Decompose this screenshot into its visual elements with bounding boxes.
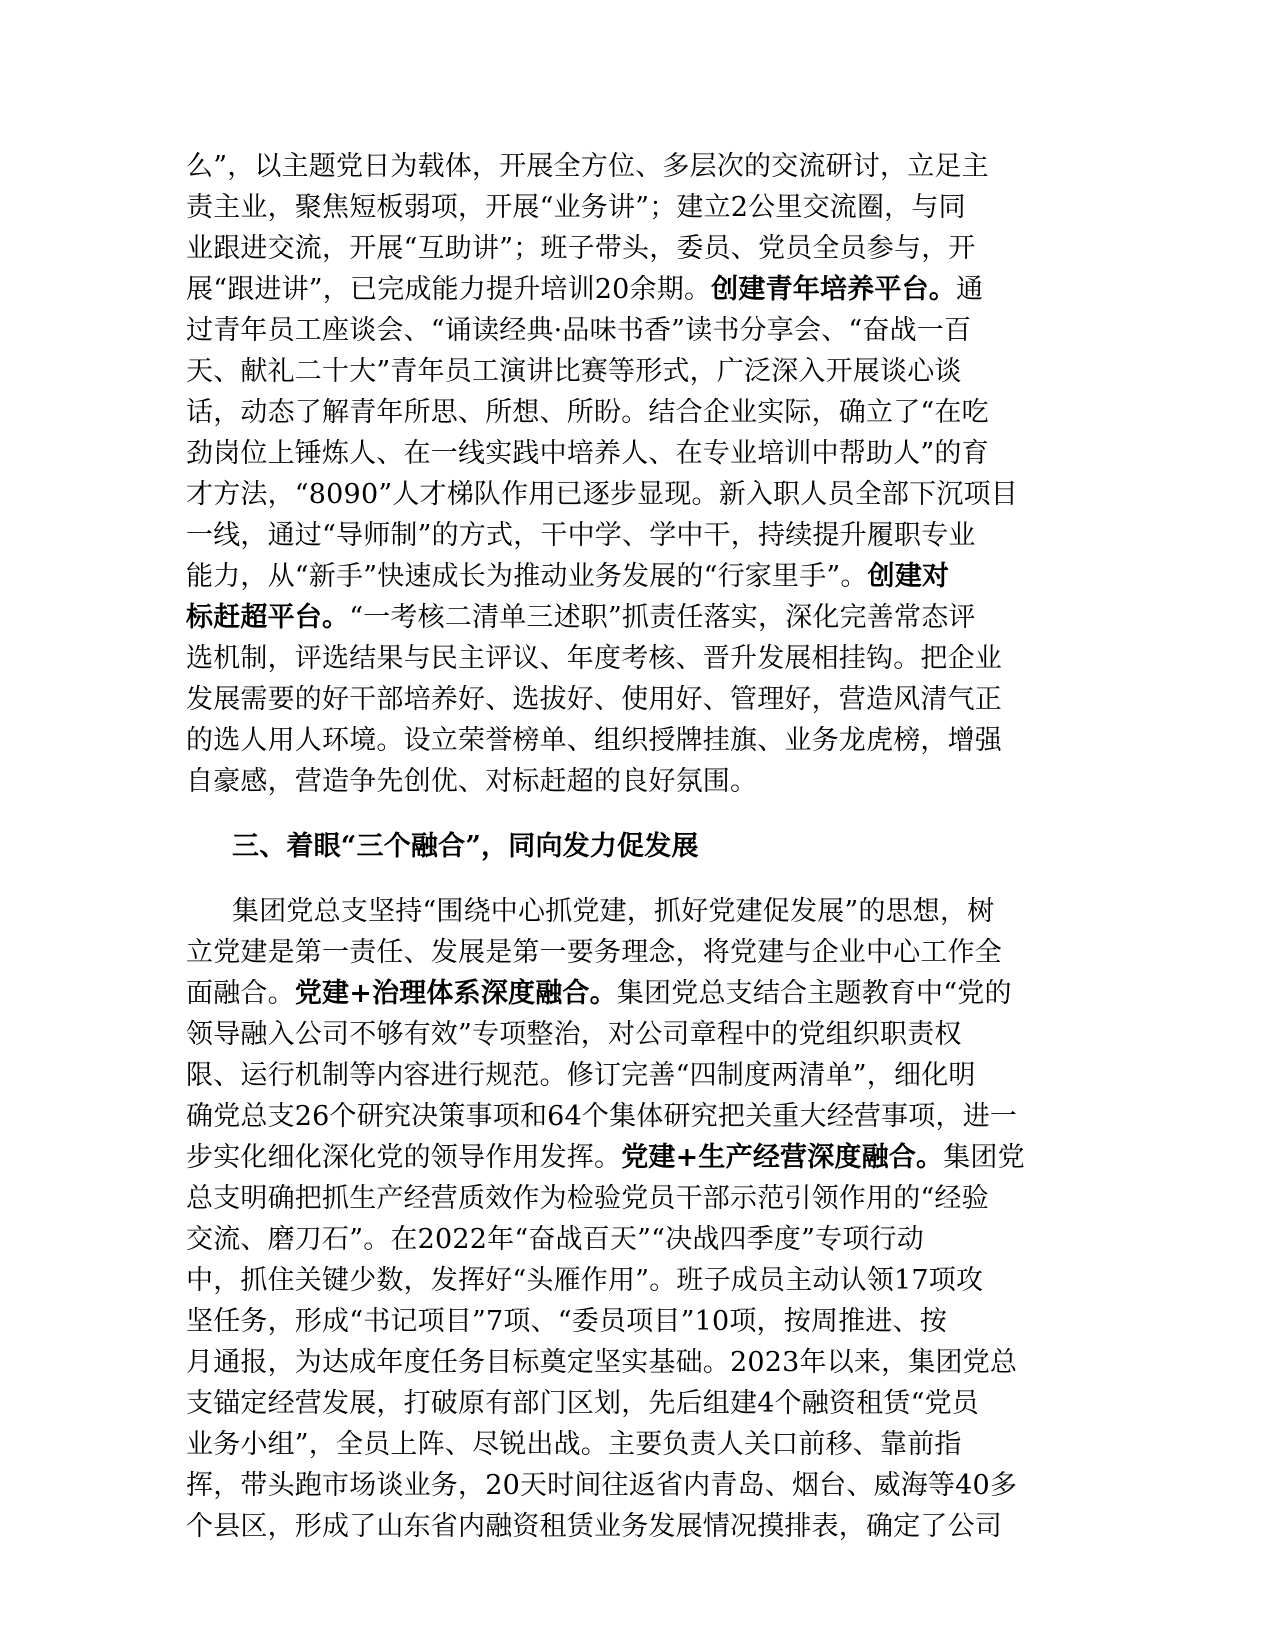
- text-run: 过青年员工座谈会、“诵读经典·品味书香”读书分享会、“奋战一百: [186, 315, 972, 346]
- text-line: [186, 556, 1086, 597]
- text-line: [186, 474, 1086, 515]
- text-run: 总支明确把抓生产经营质效作为检验党员干部示范引领作用的“经验: [186, 1183, 989, 1214]
- text-line: [186, 1014, 1086, 1055]
- text-line: [186, 310, 1086, 351]
- text-line: [186, 433, 1086, 474]
- text-line: [186, 720, 1086, 761]
- text-run: 自豪感，营造争先创优、对标赶超的良好氛围。: [186, 766, 758, 797]
- text-run: 的选人用人环境。设立荣誉榜单、组织授牌挂旗、业务龙虎榜，增强: [186, 725, 1002, 756]
- text-run: 集团党总支坚持“围绕中心抓党建，抓好党建促发展”的思想，树: [232, 896, 995, 927]
- text-run: 面融合。: [186, 978, 295, 1009]
- text-line: [186, 515, 1086, 556]
- text-run: 坚任务，形成“书记项目”7项、“委员项目”10项，按周推进、按: [186, 1306, 947, 1337]
- text-run: 话，动态了解青年所思、所想、所盼。结合企业实际，确立了“在吃: [186, 397, 989, 428]
- text-run: 立党建是第一责任、发展是第一要务理念，将党建与企业中心工作全: [186, 937, 1002, 968]
- text-line: [186, 638, 1086, 679]
- text-run: 通: [955, 274, 984, 305]
- text-run: 个县区，形成了山东省内融资租赁业务发展情况摸排表，确定了公司: [186, 1511, 1002, 1542]
- text-line: [186, 187, 1086, 228]
- text-run: 集团党: [943, 1142, 1025, 1173]
- text-run: 能力，从“新手”快速成长为推动业务发展的“行家里手”。: [186, 561, 868, 592]
- text-line: [186, 269, 1086, 310]
- text-line: [186, 1465, 1086, 1506]
- text-run: 交流、磨刀石”。在2022年“奋战百天”“决战四季度”专项行动: [186, 1224, 924, 1255]
- text-line: [186, 351, 1086, 392]
- text-run: 才方法，“8090”人才梯队作用已逐步显现。新入职人员全部下沉项目: [186, 479, 1018, 510]
- text-run: 劲岗位上锤炼人、在一线实践中培养人、在专业培训中帮助人”的育: [186, 438, 989, 469]
- text-run: 天、献礼二十大”青年员工演讲比赛等形式，广泛深入开展谈心谈: [186, 356, 962, 387]
- text-run: 领导融入公司不够有效”专项整治，对公司章程中的党组织职责权: [186, 1019, 962, 1050]
- text-run: 中，抓住关键少数，发挥好“头雁作用”。班子成员主动认领17项攻: [186, 1265, 984, 1296]
- text-line: [186, 891, 1086, 932]
- text-line: [186, 146, 1086, 187]
- text-run: 限、运行机制等内容进行规范。修订完善“四制度两清单”，细化明: [186, 1060, 976, 1091]
- text-run: 支锚定经营发展，打破原有部门区划，先后组建4个融资租赁“党员: [186, 1388, 979, 1419]
- bold-run: 创建对: [867, 561, 950, 592]
- text-run: “一考核二清单三述职”抓责任落实，深化完善常态评: [349, 602, 976, 633]
- text-run: 确党总支26个研究决策事项和64个集体研究把关重大经营事项，进一: [186, 1101, 1018, 1132]
- bold-run: 标赶超平台。: [186, 602, 350, 633]
- section-3-heading: 三、着眼“三个融合”，同向发力促发展: [232, 831, 699, 862]
- text-line: [186, 1506, 1086, 1547]
- section-2-tail: [186, 146, 1086, 802]
- text-line: [186, 228, 1086, 269]
- text-line: [186, 1219, 1086, 1260]
- text-run: 业务小组”，全员上阵、尽锐出战。主要负责人关口前移、靠前指: [186, 1429, 962, 1460]
- text-line: [186, 392, 1086, 433]
- bold-run: 党建+治理体系深度融合。: [294, 978, 617, 1009]
- text-line: [186, 597, 1086, 638]
- text-line: [186, 679, 1086, 720]
- text-run: 集团党总支结合主题教育中“党的: [616, 978, 1012, 1009]
- document-page: [186, 146, 1086, 1547]
- text-line: [186, 761, 1086, 802]
- section-3-body: [186, 891, 1086, 1547]
- text-run: 一线，通过“导师制”的方式，干中学、学中干，持续提升履职专业: [186, 520, 976, 551]
- bold-run: 党建+生产经营深度融合。: [621, 1142, 944, 1173]
- text-run: 展“跟进讲”，已完成能力提升培训20余期。: [186, 274, 712, 305]
- text-line: [186, 1424, 1086, 1465]
- text-run: 发展需要的好干部培养好、选拔好、使用好、管理好，营造风清气正: [186, 684, 1002, 715]
- text-line: [186, 1301, 1086, 1342]
- text-line: [186, 1137, 1086, 1178]
- text-run: 挥，带头跑市场谈业务，20天时间往返省内青岛、烟台、威海等40多: [186, 1470, 1018, 1501]
- text-line: [186, 1055, 1086, 1096]
- text-run: 业跟进交流，开展“互助讲”；班子带头，委员、党员全员参与，开: [186, 233, 976, 264]
- bold-run: 创建青年培养平台。: [711, 274, 956, 305]
- text-line: [186, 1260, 1086, 1301]
- text-run: 步实化细化深化党的领导作用发挥。: [186, 1142, 622, 1173]
- text-run: 么”，以主题党日为载体，开展全方位、多层次的交流研讨，立足主: [186, 151, 989, 182]
- text-run: 责主业，聚焦短板弱项，开展“业务讲”；建立2公里交流圈，与同: [186, 192, 966, 223]
- text-run: 月通报，为达成年度任务目标奠定坚实基础。2023年以来，集团党总: [186, 1347, 1018, 1378]
- text-line: [186, 1383, 1086, 1424]
- text-line: [186, 1342, 1086, 1383]
- text-line: [186, 973, 1086, 1014]
- text-line: [186, 1178, 1086, 1219]
- text-line: [186, 932, 1086, 973]
- text-line: [186, 1096, 1086, 1137]
- text-run: 选机制，评选结果与民主评议、年度考核、晋升发展相挂钩。把企业: [186, 643, 1002, 674]
